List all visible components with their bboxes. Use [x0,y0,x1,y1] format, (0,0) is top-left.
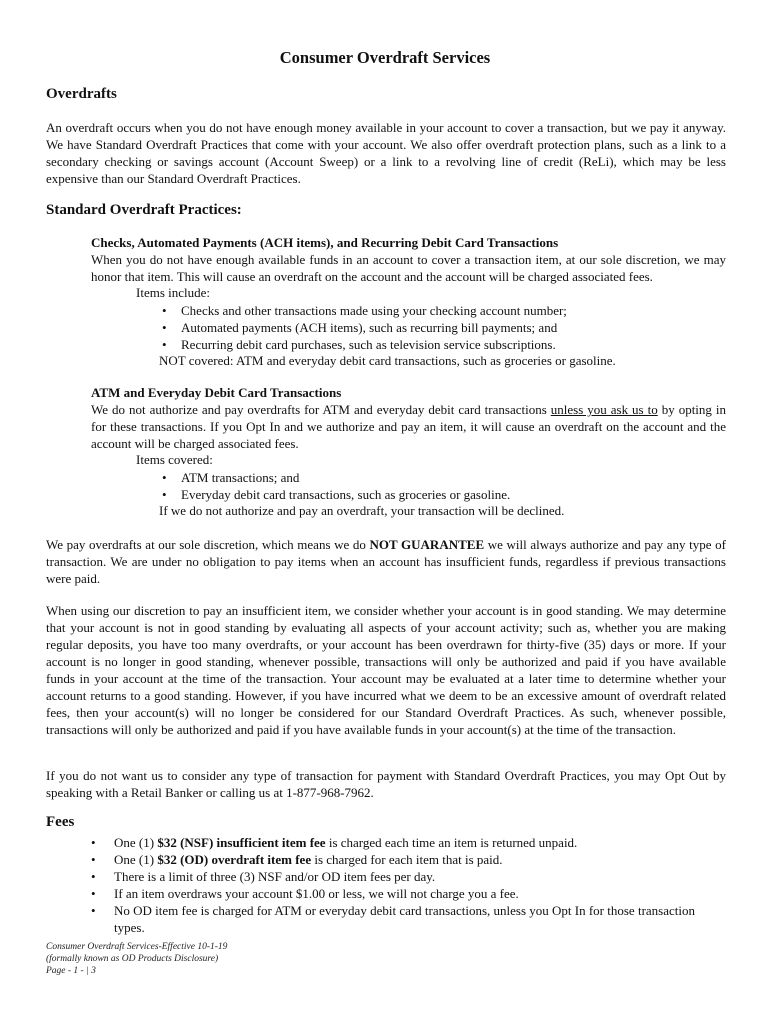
bullet-icon: • [91,852,96,867]
bullet-icon: • [162,487,167,502]
bullet-icon: • [91,869,96,884]
not-guarantee-text: NOT GUARANTEE [369,537,485,552]
good-standing-paragraph: When using our discretion to pay an insufficient item, we consider whether your account is in good standing. We may determine that your account is not in good standing by evaluating all aspects of your account activity; such as, whether you are making regular deposits, you have too many overdrafts, or your account has been overdrawn for thirty-five (35) days or more. If your account is no longer in good standing, whenever possible, transactions will only be authorized and paid if you have available funds in your account at the time of the transaction. Your account may be evaluated at a later time to determine whether your account returns to a good standing. However, if you have incurred what we deem to be an excessive amount of overdraft related fees, then your account(s) will no longer be considered for our Standard Overdraft Practices. As such, whenever possible, transactions will only be authorized and paid if you have available funds in your account(s) at the time of the transaction. [46,603,726,737]
not-covered-line: NOT covered: ATM and everyday debit card transactions, such as groceries or gasoline. [159,353,616,368]
bullet-icon: • [162,320,167,335]
overdrafts-paragraph: An overdraft occurs when you do not have enough money available in your account to cover a transaction, but we pay it anyway. We have Standard Overdraft Practices that come with your account. We also offer overdraft protection plans, such as a link to a secondary checking or savings account (Account Sweep) or a link to a revolving line of credit (ReLi), which may be less expensive than our Standard Overdraft Practices. [46,120,726,186]
fees-heading: Fees [46,814,75,830]
checks-subheading: Checks, Automated Payments (ACH items), and Recurring Debit Card Transactions [91,235,559,250]
list-item: • If an item overdraws your account $1.00 or less, we will not charge you a fee. [91,886,519,901]
list-item: • ATM transactions; and [162,470,300,485]
list-item: • One (1) $32 (OD) overdraft item fee is charged for each item that is paid. [91,852,503,867]
discretion-paragraph: We pay overdrafts at our sole discretion, which means we do NOT GUARANTEE we will always authorize and pay any type of transaction. We are under no obligation to pay items when an account has insufficient funds, regardless if previous transactions were paid. [46,537,726,586]
opt-out-paragraph: If you do not want us to consider any type of transaction for payment with Standard Overdraft Practices, you may Opt Out by speaking with a Retail Banker or calling us at 1-877-968-7962. [46,768,726,800]
decline-line: If we do not authorize and pay an overdraft, your transaction will be declined. [159,503,565,518]
list-item: • Recurring debit card purchases, such as television service subscriptions. [162,337,556,352]
atm-paragraph: We do not authorize and pay overdrafts for ATM and everyday debit card transactions unless you ask us to by opting in for these transactions. If you Opt In and we authorize and pay an item, it will cause an overdraft on the account and the account will be charged associated fees. [91,402,727,451]
list-item: • There is a limit of three (3) NSF and/or OD item fees per day. [91,869,436,884]
bullet-icon: • [162,337,167,352]
page-footer [46,941,227,977]
unless-you-ask-us-to-text: unless you ask us to [550,402,658,417]
list-item: • Checks and other transactions made using your checking account number; [162,303,567,318]
list-item: • Automated payments (ACH items), such as recurring bill payments; and [162,320,558,335]
bullet-icon: • [91,903,96,918]
checks-item-list [159,302,719,353]
bullet-icon: • [91,886,96,901]
list-item: • One (1) $32 (NSF) insufficient item fee is charged each time an item is returned unpaid. [91,835,578,850]
atm-subheading: ATM and Everyday Debit Card Transactions [91,385,342,400]
items-covered-label: Items covered: [136,452,213,467]
footer-document-name: Consumer Overdraft Services-Effective 10-1-19 [46,942,228,952]
atm-item-list [159,469,719,503]
bullet-icon: • [162,303,167,318]
footer-former-name: (formally known as OD Products Disclosure) [46,954,219,964]
standard-practices-heading: Standard Overdraft Practices: [46,202,242,218]
bullet-icon: • [162,470,167,485]
fees-list [91,834,727,936]
items-include-label: Items include: [136,285,211,300]
list-item: • Everyday debit card transactions, such as groceries or gasoline. [162,487,511,502]
footer-page-number: Page - 1 - | 3 [46,966,96,976]
bullet-icon: • [91,835,96,850]
list-item: • No OD item fee is charged for ATM or everyday debit card transactions, unless you Opt In for those transaction types. [91,903,695,935]
checks-paragraph: When you do not have enough available funds in an account to cover a transaction item, at our sole discretion, we may honor that item. This will cause an overdraft on the account and the account will be charged associated fees. [91,252,726,284]
overdrafts-heading: Overdrafts [46,86,117,102]
page-title: Consumer Overdraft Services [279,48,491,67]
